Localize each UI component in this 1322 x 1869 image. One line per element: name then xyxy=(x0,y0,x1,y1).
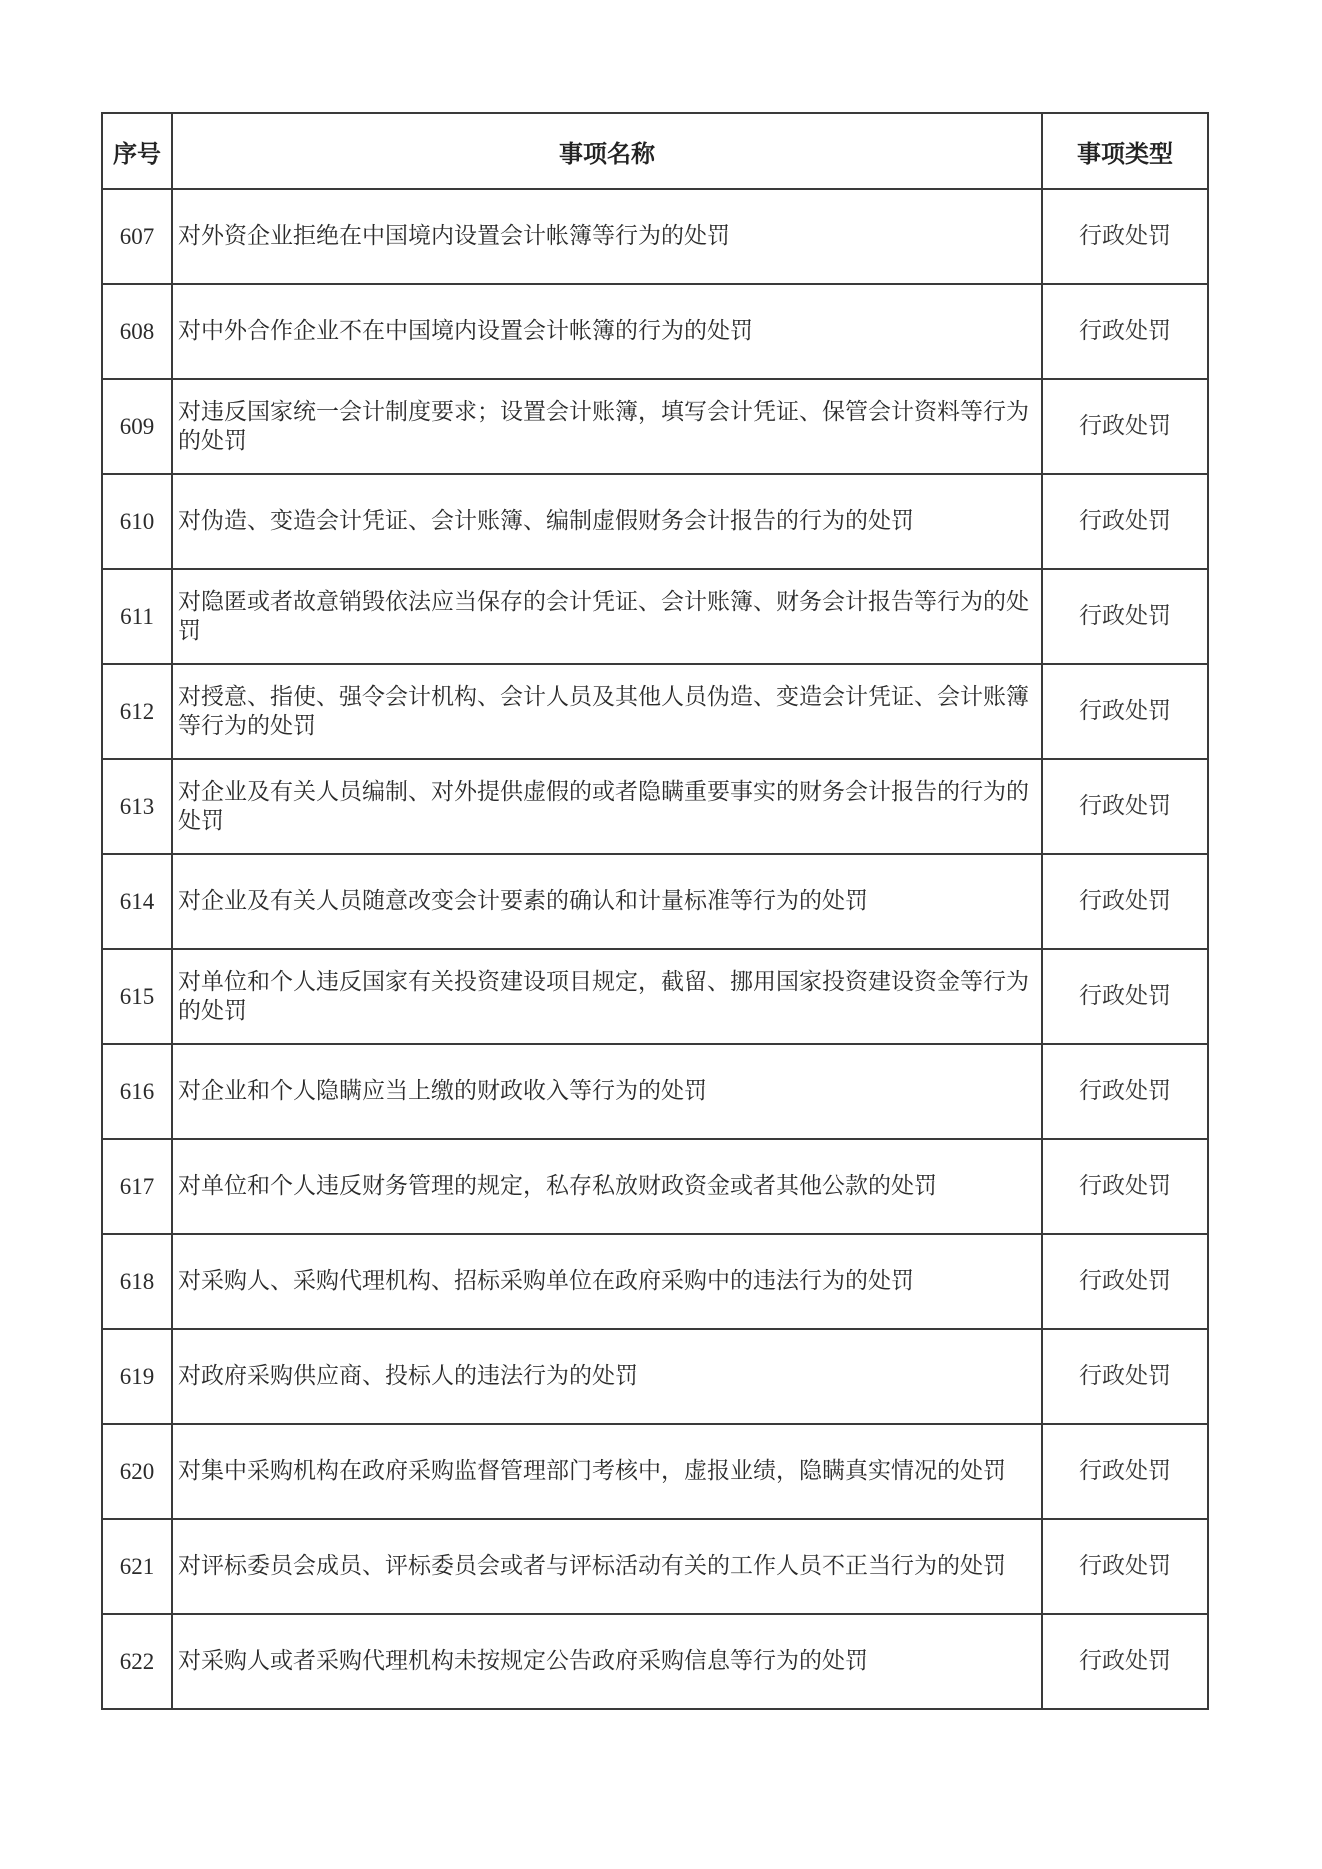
row-type-cell: 行政处罚 xyxy=(1042,379,1208,474)
table-row xyxy=(102,189,1208,284)
row-name-cell: 对评标委员会成员、评标委员会或者与评标活动有关的工作人员不正当行为的处罚 xyxy=(172,1519,1042,1614)
row-name-cell: 对企业及有关人员随意改变会计要素的确认和计量标准等行为的处罚 xyxy=(172,854,1042,949)
row-name-cell: 对采购人或者采购代理机构未按规定公告政府采购信息等行为的处罚 xyxy=(172,1614,1042,1709)
table-row xyxy=(102,1234,1208,1329)
table-row xyxy=(102,284,1208,379)
row-seq-cell: 615 xyxy=(102,949,172,1044)
row-name-cell: 对外资企业拒绝在中国境内设置会计帐簿等行为的处罚 xyxy=(172,189,1042,284)
row-name-cell: 对企业和个人隐瞒应当上缴的财政收入等行为的处罚 xyxy=(172,1044,1042,1139)
row-name-cell: 对采购人、采购代理机构、招标采购单位在政府采购中的违法行为的处罚 xyxy=(172,1234,1042,1329)
row-type-cell: 行政处罚 xyxy=(1042,1044,1208,1139)
table-row xyxy=(102,474,1208,569)
row-seq-cell: 617 xyxy=(102,1139,172,1234)
table-row xyxy=(102,949,1208,1044)
row-type-cell: 行政处罚 xyxy=(1042,1424,1208,1519)
header-seq: 序号 xyxy=(102,113,172,189)
row-type-cell: 行政处罚 xyxy=(1042,474,1208,569)
table-row xyxy=(102,854,1208,949)
items-table xyxy=(101,112,1209,1710)
row-seq-cell: 608 xyxy=(102,284,172,379)
row-name-cell: 对伪造、变造会计凭证、会计账簿、编制虚假财务会计报告的行为的处罚 xyxy=(172,474,1042,569)
row-seq-cell: 614 xyxy=(102,854,172,949)
header-name: 事项名称 xyxy=(172,113,1042,189)
row-seq-cell: 618 xyxy=(102,1234,172,1329)
row-seq-cell: 609 xyxy=(102,379,172,474)
row-seq-cell: 610 xyxy=(102,474,172,569)
row-seq-cell: 613 xyxy=(102,759,172,854)
table-row xyxy=(102,1329,1208,1424)
row-type-cell: 行政处罚 xyxy=(1042,1614,1208,1709)
row-seq-cell: 607 xyxy=(102,189,172,284)
row-name-cell: 对政府采购供应商、投标人的违法行为的处罚 xyxy=(172,1329,1042,1424)
table-row xyxy=(102,569,1208,664)
row-seq-cell: 616 xyxy=(102,1044,172,1139)
row-type-cell: 行政处罚 xyxy=(1042,569,1208,664)
row-type-cell: 行政处罚 xyxy=(1042,1519,1208,1614)
row-name-cell: 对授意、指使、强令会计机构、会计人员及其他人员伪造、变造会计凭证、会计账簿等行为的处罚 xyxy=(172,664,1042,759)
table-row xyxy=(102,1614,1208,1709)
row-type-cell: 行政处罚 xyxy=(1042,664,1208,759)
row-type-cell: 行政处罚 xyxy=(1042,189,1208,284)
table-row xyxy=(102,1519,1208,1614)
row-name-cell: 对违反国家统一会计制度要求；设置会计账簿，填写会计凭证、保管会计资料等行为的处罚 xyxy=(172,379,1042,474)
row-type-cell: 行政处罚 xyxy=(1042,1234,1208,1329)
row-seq-cell: 620 xyxy=(102,1424,172,1519)
table-row xyxy=(102,1044,1208,1139)
row-seq-cell: 611 xyxy=(102,569,172,664)
table-row xyxy=(102,664,1208,759)
row-type-cell: 行政处罚 xyxy=(1042,284,1208,379)
row-name-cell: 对单位和个人违反财务管理的规定，私存私放财政资金或者其他公款的处罚 xyxy=(172,1139,1042,1234)
row-seq-cell: 612 xyxy=(102,664,172,759)
row-name-cell: 对企业及有关人员编制、对外提供虚假的或者隐瞒重要事实的财务会计报告的行为的处罚 xyxy=(172,759,1042,854)
table-row xyxy=(102,1139,1208,1234)
row-seq-cell: 621 xyxy=(102,1519,172,1614)
row-type-cell: 行政处罚 xyxy=(1042,949,1208,1044)
table-body xyxy=(102,189,1208,1709)
table-row xyxy=(102,759,1208,854)
row-type-cell: 行政处罚 xyxy=(1042,759,1208,854)
row-seq-cell: 622 xyxy=(102,1614,172,1709)
row-name-cell: 对隐匿或者故意销毁依法应当保存的会计凭证、会计账簿、财务会计报告等行为的处罚 xyxy=(172,569,1042,664)
row-name-cell: 对集中采购机构在政府采购监督管理部门考核中，虚报业绩，隐瞒真实情况的处罚 xyxy=(172,1424,1042,1519)
row-name-cell: 对中外合作企业不在中国境内设置会计帐簿的行为的处罚 xyxy=(172,284,1042,379)
header-type: 事项类型 xyxy=(1042,113,1208,189)
row-name-cell: 对单位和个人违反国家有关投资建设项目规定，截留、挪用国家投资建设资金等行为的处罚 xyxy=(172,949,1042,1044)
row-type-cell: 行政处罚 xyxy=(1042,854,1208,949)
table-row xyxy=(102,379,1208,474)
row-type-cell: 行政处罚 xyxy=(1042,1329,1208,1424)
row-type-cell: 行政处罚 xyxy=(1042,1139,1208,1234)
table-header-row xyxy=(102,113,1208,189)
table-row xyxy=(102,1424,1208,1519)
row-seq-cell: 619 xyxy=(102,1329,172,1424)
